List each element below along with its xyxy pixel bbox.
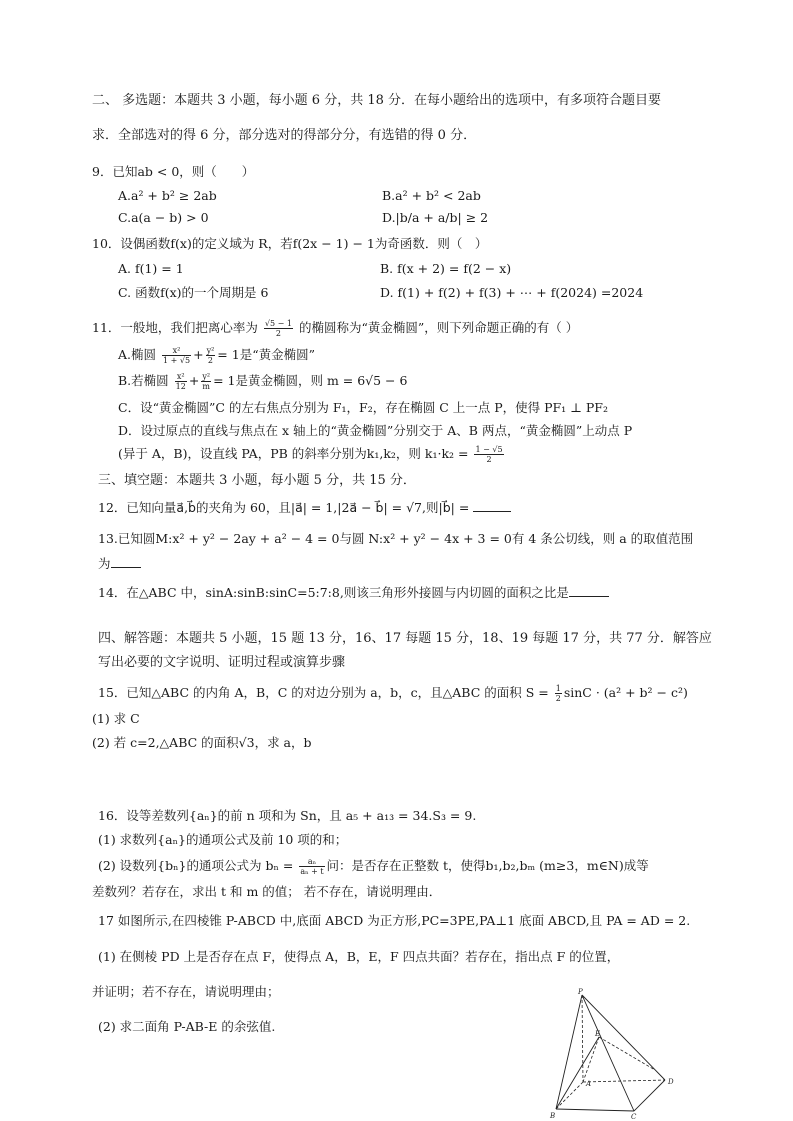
q17-stem: 17 如图所示,在四棱锥 P-ABCD 中,底面 ABCD 为正方形,PC=3PE,PA⊥1 底面 ABCD,且 PA = AD = 2. <box>98 913 691 928</box>
q16-part2-line2: 差数列？若存在，求出 t 和 m 的值； 若不存在，请说明理由． <box>92 884 442 899</box>
edge-be <box>556 1037 599 1109</box>
q15-part2: (2) 若 c=2,△ABC 的面积√3，求 a，b <box>92 735 312 750</box>
frac-den: 2 <box>207 356 213 365</box>
q16-part1: (1) 求数列{aₙ}的通项公式及前 10 项的和； <box>98 832 348 847</box>
q9-option-c: C.a(a − b) > 0 <box>118 210 209 225</box>
q14-body: 14．在△ABC 中，sinA:sinB:sinC=5:7:8,则该三角形外接圆与内切圆的面积之比是 <box>98 585 569 600</box>
q13-answer-blank[interactable] <box>111 567 141 568</box>
q9-option-d: D.|b/a + a/b| ≥ 2 <box>382 210 489 225</box>
half-fraction <box>555 684 562 703</box>
q17-part2: (2) 求二面角 P-AB-E 的余弦值. <box>98 1019 276 1034</box>
q15-stem <box>98 684 688 703</box>
q13-line2 <box>98 556 141 572</box>
equals-one: = 1 <box>213 373 236 388</box>
bn-fraction <box>299 857 324 876</box>
q9-option-a: A.a² + b² ≥ 2ab <box>118 188 217 203</box>
q17-part1: (1) 在侧棱 PD 上是否存在点 F，使得点 A，B，E，F 四点共面？若存在，指出点 F 的位置， <box>98 949 620 964</box>
q11-option-b: B.若椭圆 $\frac{\text{x²}}{12}$ + $\frac{\text{y²}}{m}$ = 1是黄金椭圆，则 m = 6√5 − 6 <box>118 372 408 391</box>
frac-num: 1 <box>555 684 561 693</box>
q9-option-b: B.a² + b² < 2ab <box>382 188 481 203</box>
q9-stem: 9．已知ab < 0，则（ ） <box>92 164 255 179</box>
edge-pa-hidden <box>582 995 583 1082</box>
label-b: B <box>550 1112 556 1120</box>
label-p: P <box>578 988 583 996</box>
q12-text <box>98 500 511 516</box>
q11-a-suffix: 是“黄金椭圆” <box>239 347 315 362</box>
q10-stem: 10．设偶函数f(x)的定义域为 R，若f(2x − 1) − 1为奇函数．则（ ） <box>92 236 488 251</box>
section-multi-choice-header-2: 求．全部选对的得 6 分，部分选对的得部分分，有选错的得 0 分． <box>92 128 477 143</box>
label-a: A <box>586 1080 592 1088</box>
q13-line1: 13.已知圆M:x² + y² − 2ay + a² − 4 = 0与圆 N:x² + y² − 4x + 3 = 0有 4 条公切线，则 a 的取值范围 <box>98 531 694 546</box>
q10-option-d: D. f(1) + f(2) + f(3) + ⋯ + f(2024) =2024 <box>380 285 644 300</box>
edge-ef-hidden <box>599 1037 655 1070</box>
q10-option-b: B. f(x + 2) = f(2 − x) <box>380 261 512 276</box>
eccentricity-fraction <box>264 319 293 338</box>
equals-one: = 1 <box>217 347 240 362</box>
frac-num: aₙ <box>299 857 324 867</box>
q15-stem-prefix: 15．已知△ABC 的内角 A，B，C 的对边分别为 a，b，c，且△ABC 的面积 S = <box>98 685 549 700</box>
ecc-denominator: 2 <box>275 329 281 338</box>
k-product-fraction <box>474 445 503 464</box>
edge-bc <box>556 1109 634 1111</box>
frac-num: 1 − √5 <box>475 445 503 454</box>
q11-d-text: (异于 A，B)，设直线 PA，PB 的斜率分别为k₁,k₂，则 k₁·k₂ = <box>118 446 469 461</box>
section-multi-choice-header-1: 二、 多选题：本题共 3 小题，每小题 6 分，共 18 分．在每小题给出的选项中，有多项符合题目要 <box>92 93 662 108</box>
q11-b-frac-x <box>175 372 187 391</box>
q10-option-a: A. f(1) = 1 <box>118 261 184 276</box>
q11-a-frac-x <box>162 346 191 365</box>
q15-part1: (1) 求 C <box>92 711 140 726</box>
q16-part2-suffix: 问：是否存在正整数 t，使得b₁,b₂,bₘ (m≥3，m∈N)成等 <box>326 858 649 873</box>
q11-stem-suffix: 的椭圆称为“黄金椭圆”，则下列命题正确的有（ ） <box>298 320 579 335</box>
q11-b-suffix: 是黄金椭圆，则 m = 6√5 − 6 <box>235 373 408 388</box>
q13-tail: 为 <box>98 556 111 571</box>
q14-text <box>98 585 609 601</box>
edge-pb <box>556 995 582 1109</box>
edge-cd <box>634 1080 665 1111</box>
q16-part2 <box>98 857 649 876</box>
q11-option-d-line1: D．设过原点的直线与焦点在 x 轴上的“黄金椭圆”分别交于 A、B 两点，“黄金椭圆”上动点 P <box>118 423 633 438</box>
frac-den: 2 <box>486 455 492 464</box>
frac-num: x² <box>175 372 187 382</box>
edge-ad-hidden <box>583 1080 665 1082</box>
q11-b-frac-y <box>201 372 211 391</box>
frac-den: m <box>202 382 210 391</box>
section-fill-blank-header: 三、填空题：本题共 3 小题，每小题 5 分，共 15 分． <box>98 473 416 488</box>
q16-stem: 16．设等差数列{aₙ}的前 n 项和为 Sn，且 a₅ + a₁₃ = 34.S₃ = 9. <box>98 808 477 823</box>
q10-option-c: C. 函数f(x)的一个周期是 6 <box>118 285 269 300</box>
frac-den: aₙ + t <box>300 867 324 876</box>
q11-stem-prefix: 11．一般地，我们把离心率为 <box>92 320 258 335</box>
frac-num: y² <box>206 346 215 355</box>
frac-num: x² <box>162 346 191 356</box>
label-c: C <box>631 1113 637 1121</box>
q16-part2-prefix: (2) 设数列{bₙ}的通项公式为 bₙ = <box>98 858 294 873</box>
frac-den: 12 <box>175 382 186 391</box>
q11-option-c: C．设“黄金椭圆”C 的左右焦点分别为 F₁，F₂，存在椭圆 C 上一点 P，使得 PF₁ ⊥ PF₂ <box>118 400 608 415</box>
pyramid-figure <box>545 985 695 1121</box>
q15-stem-suffix: sinC · (a² + b² − c²) <box>563 685 688 700</box>
ecc-numerator: √5 − 1 <box>264 319 292 328</box>
frac-den: 2 <box>555 694 561 703</box>
q11-option-a: A.椭圆 $\frac{\text{x²}}{1 + √5}$ + $\frac{\text{y²}}{2}$ = 1是“黄金椭圆” <box>118 346 315 365</box>
q11-b-prefix: B.若椭圆 <box>118 373 169 388</box>
q11-a-frac-y <box>206 346 216 365</box>
q12-answer-blank[interactable] <box>473 511 511 512</box>
section-solve-header-2: 写出必要的文字说明、证明过程或演算步骤 <box>98 655 346 670</box>
frac-num: y² <box>202 372 211 381</box>
q17-part1-line2: 并证明；若不存在，请说明理由； <box>92 984 280 999</box>
q12-body: 12．已知向量a⃗,b⃗的夹角为 60，且|a⃗| = 1,|2a⃗ − b⃗| = √7,则|b⃗| = <box>98 500 474 515</box>
section-solve-header-1: 四、解答题：本题共 5 小题，15 题 13 分，16、17 每题 15 分，18、19 每题 17 分，共 77 分．解答应 <box>98 631 712 646</box>
q11-option-d-line2 <box>118 445 506 464</box>
q11-a-prefix: A.椭圆 <box>118 347 157 362</box>
q14-answer-blank[interactable] <box>569 596 609 597</box>
frac-den: 1 + √5 <box>163 356 191 365</box>
label-d: D <box>668 1078 674 1086</box>
label-e: E <box>595 1030 601 1038</box>
q11-stem <box>92 319 578 338</box>
